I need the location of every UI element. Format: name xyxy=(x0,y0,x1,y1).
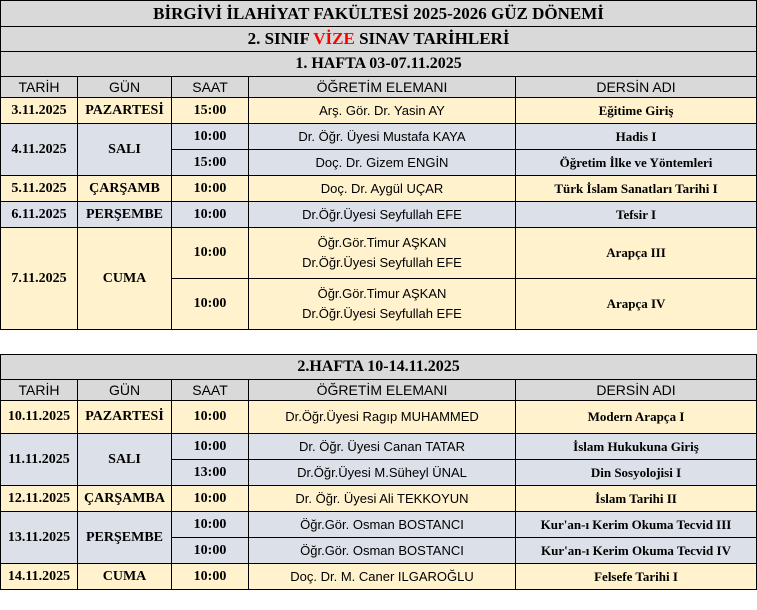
exam-instructor: Dr. Öğr. Üyesi Mustafa KAYA xyxy=(249,124,516,150)
instructor-line: Öğr.Gör.Timur AŞKAN xyxy=(317,235,447,250)
col-header-date: TARİH xyxy=(1,77,78,98)
table-row xyxy=(1,434,757,460)
exam-date: 13.11.2025 xyxy=(1,512,78,564)
instructor-line: Dr.Öğr.Üyesi Seyfullah EFE xyxy=(302,306,462,321)
col-header-course: DERSİN ADI xyxy=(516,380,757,401)
exam-time: 10:00 xyxy=(172,279,249,330)
exam-day: PAZARTESİ xyxy=(78,98,172,124)
week1-title: 1. HAFTA 03-07.11.2025 xyxy=(1,52,757,77)
exam-instructor xyxy=(249,279,516,330)
exam-date: 12.11.2025 xyxy=(1,486,78,512)
exam-instructor: Öğr.Gör. Osman BOSTANCI xyxy=(249,538,516,564)
exam-time: 10:00 xyxy=(172,434,249,460)
exam-instructor: Dr.Öğr.Üyesi M.Süheyl ÜNAL xyxy=(249,460,516,486)
exam-course: Arapça IV xyxy=(516,279,757,330)
col-header-day: GÜN xyxy=(78,380,172,401)
exam-course: İslam Hukukuna Giriş xyxy=(516,434,757,460)
exam-instructor: Dr.Öğr.Üyesi Seyfullah EFE xyxy=(249,202,516,228)
exam-time: 15:00 xyxy=(172,98,249,124)
exam-course: Türk İslam Sanatları Tarihi I xyxy=(516,176,757,202)
exam-course: Arapça III xyxy=(516,228,757,279)
exam-time: 10:00 xyxy=(172,401,249,434)
exam-course: Eğitime Giriş xyxy=(516,98,757,124)
col-header-instructor: ÖĞRETİM ELEMANI xyxy=(249,77,516,98)
exam-date: 4.11.2025 xyxy=(1,124,78,176)
table-row xyxy=(1,202,757,228)
exam-day: SALI xyxy=(78,434,172,486)
table-row xyxy=(1,564,757,590)
title-suffix: SINAV TARİHLERİ xyxy=(354,29,510,48)
exam-instructor: Öğr.Gör. Osman BOSTANCI xyxy=(249,512,516,538)
exam-date: 3.11.2025 xyxy=(1,98,78,124)
col-header-day: GÜN xyxy=(78,77,172,98)
exam-course: Hadis I xyxy=(516,124,757,150)
week2-title: 2.HAFTA 10-14.11.2025 xyxy=(1,355,757,380)
exam-instructor: Dr.Öğr.Üyesi Ragıp MUHAMMED xyxy=(249,401,516,434)
col-header-time: SAAT xyxy=(172,380,249,401)
exam-date: 10.11.2025 xyxy=(1,401,78,434)
exam-instructor: Dr. Öğr. Üyesi Canan TATAR xyxy=(249,434,516,460)
exam-time: 15:00 xyxy=(172,150,249,176)
table-row xyxy=(1,228,757,279)
exam-time: 10:00 xyxy=(172,202,249,228)
table-row xyxy=(1,401,757,434)
table-row xyxy=(1,124,757,150)
exam-course: İslam Tarihi II xyxy=(516,486,757,512)
col-header-course: DERSİN ADI xyxy=(516,77,757,98)
exam-day: PAZARTESİ xyxy=(78,401,172,434)
exam-date: 7.11.2025 xyxy=(1,228,78,330)
exam-instructor: Doç. Dr. M. Caner ILGAROĞLU xyxy=(249,564,516,590)
exam-course: Kur'an-ı Kerim Okuma Tecvid III xyxy=(516,512,757,538)
exam-day: CUMA xyxy=(78,564,172,590)
exam-date: 5.11.2025 xyxy=(1,176,78,202)
exam-course: Öğretim İlke ve Yöntemleri xyxy=(516,150,757,176)
exam-date: 11.11.2025 xyxy=(1,434,78,486)
exam-day: PERŞEMBE xyxy=(78,202,172,228)
col-header-instructor: ÖĞRETİM ELEMANI xyxy=(249,380,516,401)
page-title-line2 xyxy=(1,27,757,52)
exam-course: Kur'an-ı Kerim Okuma Tecvid IV xyxy=(516,538,757,564)
exam-course: Felsefe Tarihi I xyxy=(516,564,757,590)
exam-instructor: Dr. Öğr. Üyesi Ali TEKKOYUN xyxy=(249,486,516,512)
title-highlight-vize: VİZE xyxy=(313,29,355,48)
exam-day: SALI xyxy=(78,124,172,176)
instructor-line: Dr.Öğr.Üyesi Seyfullah EFE xyxy=(302,255,462,270)
table-row xyxy=(1,486,757,512)
exam-time: 13:00 xyxy=(172,460,249,486)
page-title-line1: BİRGİVİ İLAHİYAT FAKÜLTESİ 2025-2026 GÜZ DÖNEMİ xyxy=(1,1,757,27)
exam-course: Modern Arapça I xyxy=(516,401,757,434)
exam-instructor xyxy=(249,228,516,279)
exam-day: ÇARŞAMBA xyxy=(78,486,172,512)
col-header-date: TARİH xyxy=(1,380,78,401)
title-prefix: 2. SINIF xyxy=(247,29,314,48)
exam-course: Din Sosyolojisi I xyxy=(516,460,757,486)
instructor-line: Öğr.Gör.Timur AŞKAN xyxy=(317,286,447,301)
exam-time: 10:00 xyxy=(172,124,249,150)
exam-day: ÇARŞAMB xyxy=(78,176,172,202)
exam-day: CUMA xyxy=(78,228,172,330)
exam-time: 10:00 xyxy=(172,512,249,538)
exam-time: 10:00 xyxy=(172,538,249,564)
exam-day: PERŞEMBE xyxy=(78,512,172,564)
exam-instructor: Arş. Gör. Dr. Yasin AY xyxy=(249,98,516,124)
exam-time: 10:00 xyxy=(172,176,249,202)
col-header-time: SAAT xyxy=(172,77,249,98)
week2-table xyxy=(0,354,757,590)
table-row xyxy=(1,98,757,124)
exam-instructor: Doç. Dr. Aygül UÇAR xyxy=(249,176,516,202)
exam-time: 10:00 xyxy=(172,486,249,512)
exam-time: 10:00 xyxy=(172,564,249,590)
exam-course: Tefsir I xyxy=(516,202,757,228)
exam-time: 10:00 xyxy=(172,228,249,279)
exam-instructor: Doç. Dr. Gizem ENGİN xyxy=(249,150,516,176)
table-row xyxy=(1,512,757,538)
exam-date: 6.11.2025 xyxy=(1,202,78,228)
exam-date: 14.11.2025 xyxy=(1,564,78,590)
table-row xyxy=(1,176,757,202)
